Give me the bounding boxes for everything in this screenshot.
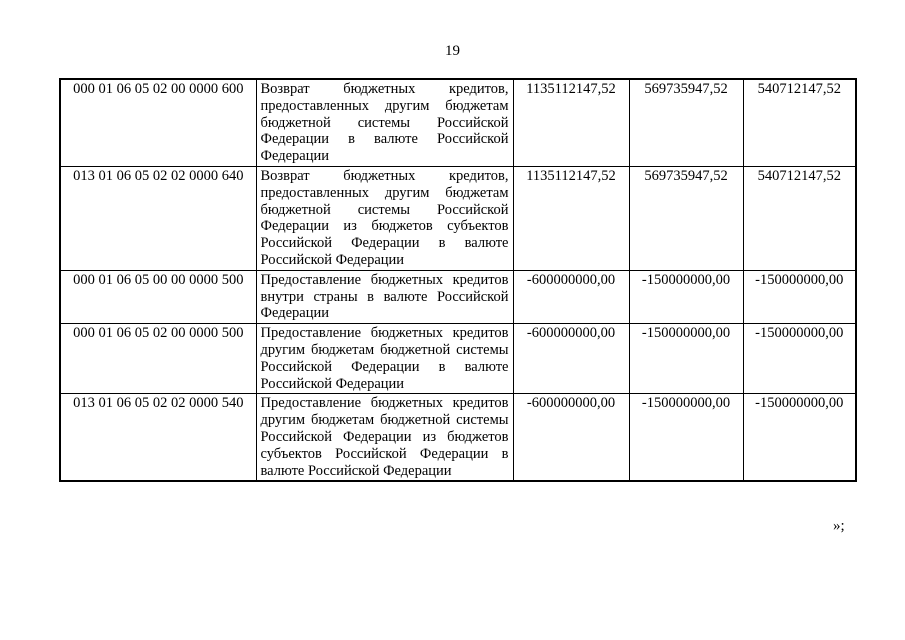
amount-cell: -150000000,00 [629, 270, 743, 323]
amount-cell: -150000000,00 [743, 324, 856, 394]
budget-code-cell: 013 01 06 05 02 02 0000 540 [60, 394, 256, 481]
table-row [60, 324, 856, 394]
amount-cell: 1135112147,52 [513, 79, 629, 166]
amount-cell: 569735947,52 [629, 166, 743, 270]
amount-cell: -150000000,00 [629, 394, 743, 481]
amount-cell: -150000000,00 [629, 324, 743, 394]
budget-table [59, 78, 857, 482]
description-cell: Предоставление бюджетных кредитов другим бюджетам бюджетной системы Российской Федерации в валюте Российской Федерации [256, 324, 513, 394]
description-cell: Возврат бюджетных кредитов, предоставленных другим бюджетам бюджетной системы Российской Федерации из бюджетов субъектов Российской Федерации в валюте Российской Федерации [256, 166, 513, 270]
budget-code-cell: 000 01 06 05 02 00 0000 500 [60, 324, 256, 394]
budget-code-cell: 013 01 06 05 02 02 0000 640 [60, 166, 256, 270]
closing-quote-mark: »; [833, 518, 845, 534]
amount-cell: -150000000,00 [743, 270, 856, 323]
amount-cell: 540712147,52 [743, 166, 856, 270]
budget-code-cell: 000 01 06 05 00 00 0000 500 [60, 270, 256, 323]
table-row [60, 270, 856, 323]
amount-cell: 540712147,52 [743, 79, 856, 166]
amount-cell: 569735947,52 [629, 79, 743, 166]
budget-code-cell: 000 01 06 05 02 00 0000 600 [60, 79, 256, 166]
description-cell: Возврат бюджетных кредитов, предоставленных другим бюджетам бюджетной системы Российской Федерации в валюте Российской Федерации [256, 79, 513, 166]
amount-cell: 1135112147,52 [513, 166, 629, 270]
table-row [60, 394, 856, 481]
page-number: 19 [445, 43, 460, 59]
amount-cell: -600000000,00 [513, 324, 629, 394]
amount-cell: -600000000,00 [513, 270, 629, 323]
table-row [60, 79, 856, 166]
description-cell: Предоставление бюджетных кредитов другим бюджетам бюджетной системы Российской Федерации из бюджетов субъектов Российской Федерации в валюте Российской Федерации [256, 394, 513, 481]
table-row [60, 166, 856, 270]
amount-cell: -150000000,00 [743, 394, 856, 481]
amount-cell: -600000000,00 [513, 394, 629, 481]
description-cell: Предоставление бюджетных кредитов внутри страны в валюте Российской Федерации [256, 270, 513, 323]
